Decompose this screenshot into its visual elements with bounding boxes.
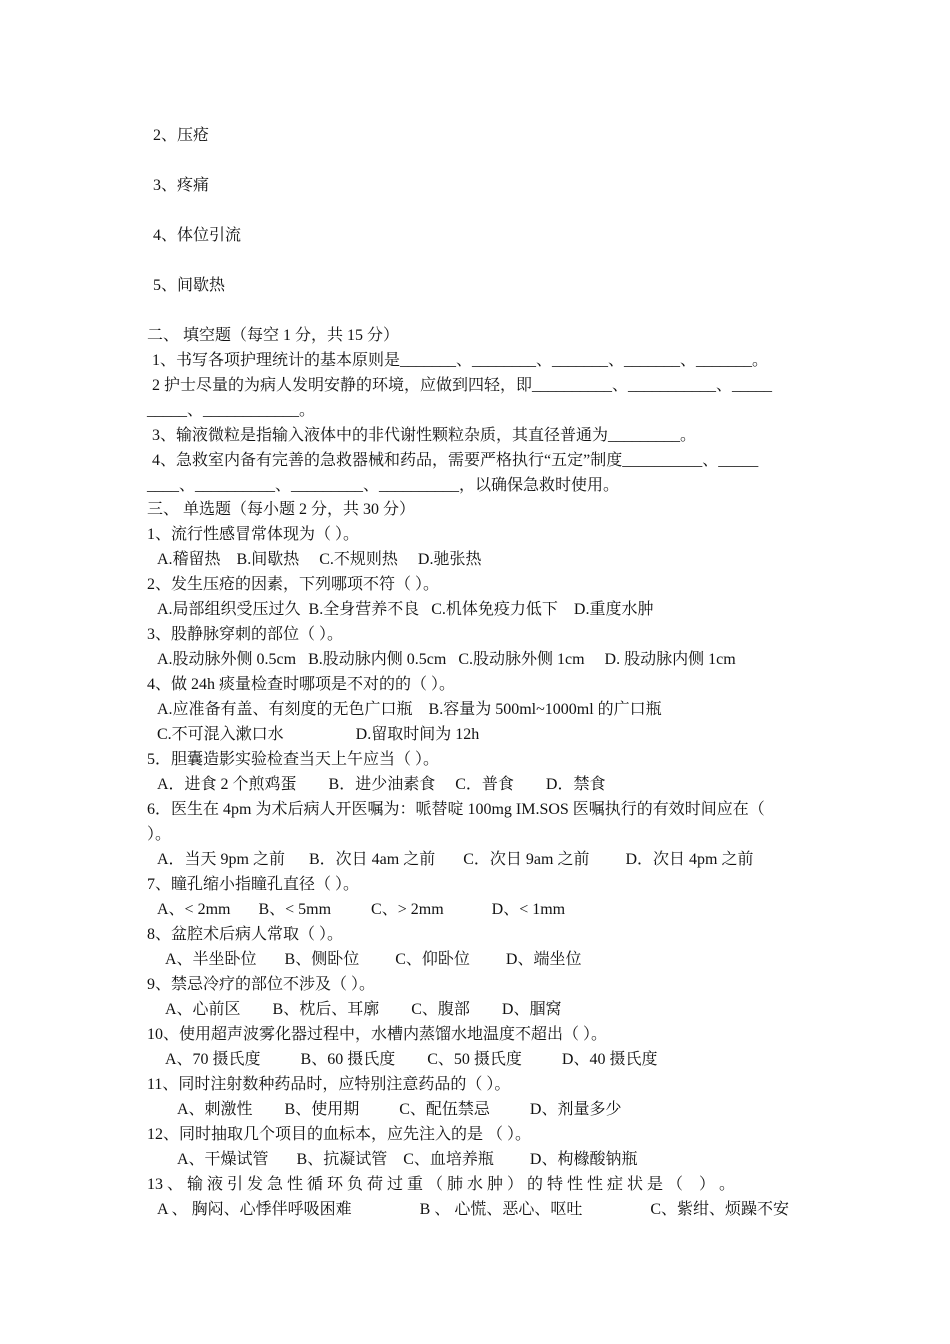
mc-question: 8、盆腔术后病人常取（ ）。	[147, 926, 344, 943]
section-heading-mc: 三、 单选题（每小题 2 分，共 30 分）	[147, 501, 416, 518]
term-item: 2、压疮	[153, 127, 210, 144]
mc-options: A.稽留热 B.间歇热 C.不规则热 D.驰张热	[157, 551, 482, 568]
mc-options: A.局部组织受压过久 B.全身营养不良 C.机体免疫力低下 D.重度水肿	[157, 601, 654, 618]
mc-question: 12、同时抽取几个项目的血标本，应先注入的是 （ ）。	[147, 1126, 532, 1143]
mc-options: A．当天 9pm 之前 B．次日 4am 之前 C．次日 9am 之前 D．次日 4pm 之前	[157, 851, 754, 868]
mc-question-continuation: ）。	[147, 826, 172, 843]
section-heading-fill: 二、 填空题（每空 1 分，共 15 分）	[147, 327, 400, 344]
mc-options: A、心前区 B、枕后、耳廓 C、腹部 D、腘窝	[165, 1001, 562, 1018]
mc-options: A 、 胸闷、心悸伴呼吸困难 B 、 心慌、恶心、呕吐 C、紫绀、烦躁不安	[157, 1201, 790, 1218]
mc-options: A、半坐卧位 B、侧卧位 C、仰卧位 D、端坐位	[165, 951, 582, 968]
mc-options: A.应准备有盖、有刻度的无色广口瓶 B.容量为 500ml~1000ml 的广口瓶	[157, 701, 662, 718]
fill-question-continuation: _____、____________。	[147, 402, 316, 419]
mc-question: 3、股静脉穿刺的部位（ ）。	[147, 626, 344, 643]
mc-question: 9、禁忌冷疗的部位不涉及（ ）。	[147, 976, 376, 993]
mc-question: 7、瞳孔缩小指瞳孔直径（ ）。	[147, 876, 360, 893]
mc-question: 10、使用超声波雾化器过程中，水槽内蒸馏水地温度不超出（ ）。	[147, 1026, 608, 1043]
mc-options: A、刺激性 B、使用期 C、配伍禁忌 D、剂量多少	[177, 1101, 622, 1118]
mc-options: C.不可混入漱口水 D.留取时间为 12h	[157, 726, 480, 743]
mc-question: 4、做 24h 痰量检查时哪项是不对的的（ ）。	[147, 676, 456, 693]
mc-options: A、干燥试管 B、抗凝试管 C、血培养瓶 D、枸橼酸钠瓶	[177, 1151, 638, 1168]
mc-question: 6．医生在 4pm 为术后病人开医嘱为：哌替啶 100mg IM.SOS 医嘱执行的有效时间应在（	[147, 801, 765, 818]
fill-question: 1、书写各项护理统计的基本原则是_______、________、_______、_______、_______。	[152, 352, 769, 369]
mc-options: A．进食 2 个煎鸡蛋 B．进少油素食 C．普食 D．禁食	[157, 776, 606, 793]
fill-question: 2 护士尽量的为病人发明安静的环境，应做到四轻，即__________、___________、_____	[152, 377, 773, 394]
mc-options: A、70 摄氏度 B、60 摄氏度 C、50 摄氏度 D、40 摄氏度	[165, 1051, 658, 1068]
mc-options: A.股动脉外侧 0.5cm B.股动脉内侧 0.5cm C.股动脉外侧 1cm D. 股动脉内侧 1cm	[157, 651, 736, 668]
mc-question: 11、同时注射数种药品时，应特别注意药品的（ ）。	[147, 1076, 511, 1093]
mc-question: 5．胆囊造影实验检查当天上午应当（ ）。	[147, 751, 440, 768]
term-item: 3、疼痛	[153, 177, 210, 194]
mc-question: 1、流行性感冒常体现为（ ）。	[147, 526, 360, 543]
fill-question: 3、输液微粒是指输入液体中的非代谢性颗粒杂质，其直径普通为_________。	[152, 427, 697, 444]
fill-question-continuation: ____、__________、_________、__________，以确保急救时使用。	[147, 477, 620, 494]
mc-options: A、< 2mm B、< 5mm C、> 2mm D、< 1mm	[157, 901, 566, 918]
mc-question: 13 、 输 液 引 发 急 性 循 环 负 荷 过 重 （ 肺 水 肿 ） 的 特 性 性 症 状 是 （ ） 。	[147, 1176, 736, 1193]
term-item: 4、体位引流	[153, 227, 242, 244]
fill-question: 4、急救室内备有完善的急救器械和药品，需要严格执行“五定”制度__________、_____	[152, 452, 759, 469]
term-item: 5、间歇热	[153, 277, 226, 294]
mc-question: 2、发生压疮的因素，下列哪项不符（ ）。	[147, 576, 440, 593]
